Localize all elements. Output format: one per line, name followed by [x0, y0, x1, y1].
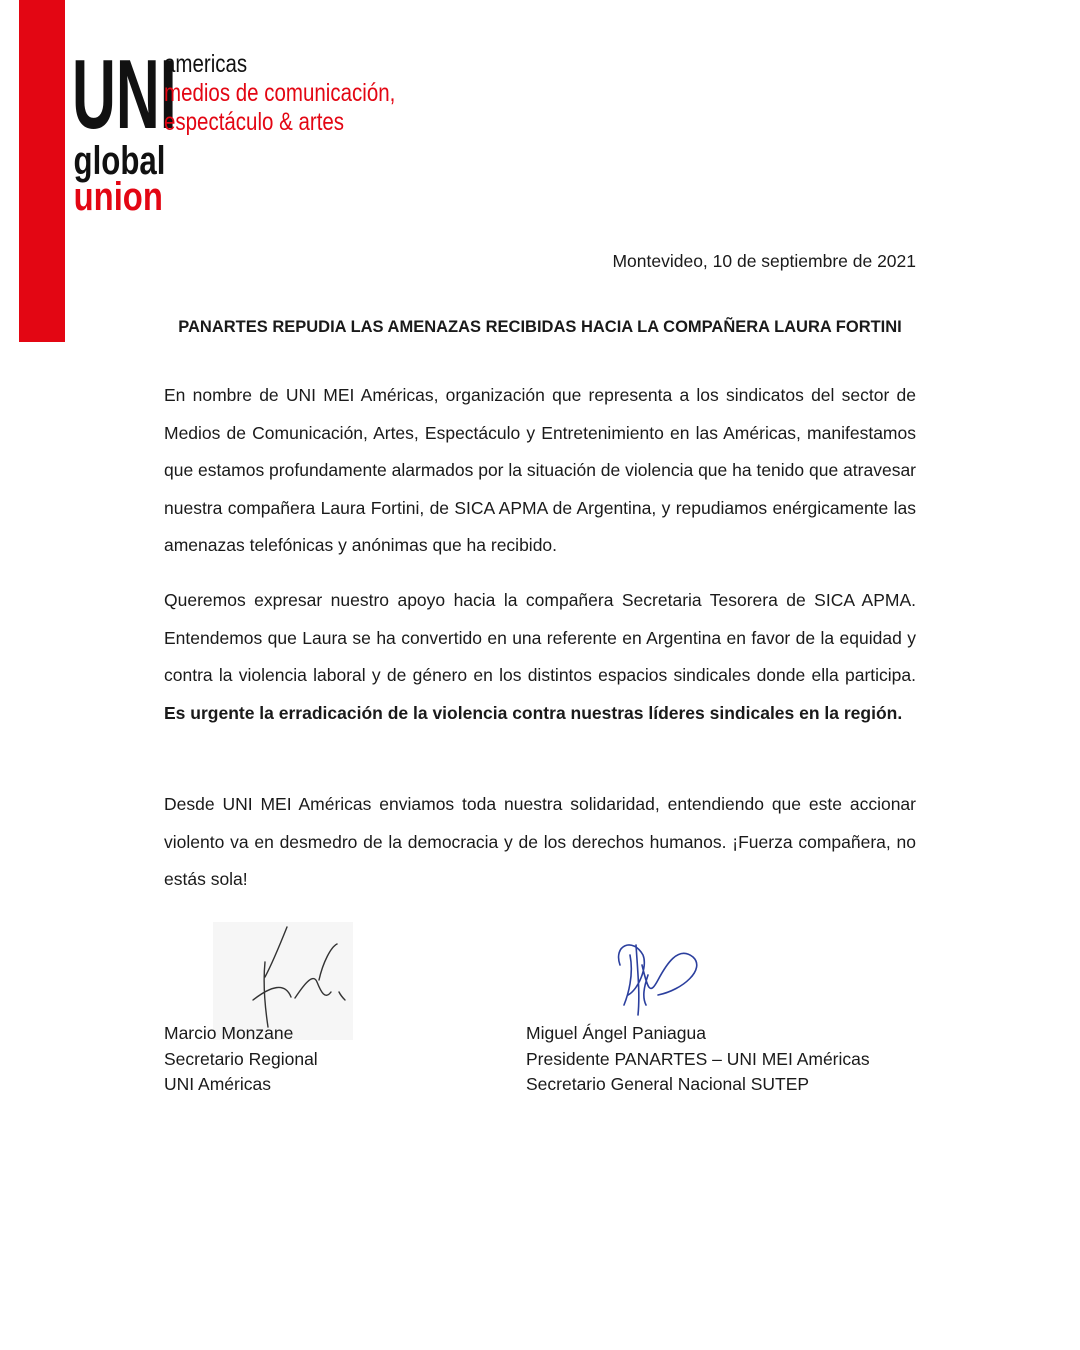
logo-mark-text: UNI	[72, 40, 177, 150]
signatory-name: Miguel Ángel Paniagua	[526, 1023, 706, 1043]
paragraph-2-bold-text: Es urgente la erradicación de la violencia contra nuestras líderes sindicales en la región.	[164, 702, 903, 723]
logo-line-espectaculo: espectáculo & artes	[164, 108, 345, 136]
signatory-1	[164, 1021, 318, 1098]
signatory-org: UNI Américas	[164, 1074, 271, 1094]
letter-date: Montevideo, 10 de septiembre de 2021	[612, 251, 916, 271]
signatory-role: Secretario Regional	[164, 1048, 318, 1069]
letter-paragraph-3: Desde UNI MEI Américas enviamos toda nuestra solidaridad, entendiendo que este accionar violento va en desmedro de la democracia y de los derechos humanos. ¡Fuerza compañera, no estás sola!	[164, 794, 916, 890]
letter-paragraph-2	[164, 582, 916, 732]
uni-global-union-logo	[72, 40, 412, 219]
signatory-name: Marcio Monzane	[164, 1023, 294, 1043]
logo-line-americas: americas	[164, 50, 248, 78]
paragraph-2-text: Queremos expresar nuestro apoyo hacia la compañera Secretaria Tesorera de SICA APMA. Entendemos que Laura se ha convertido en una referente en Argentina en favor de la equidad y contra la violencia laboral y de género en los distintos espacios sindicales donde ella participa.	[164, 590, 916, 686]
logo-union-text: union	[73, 173, 163, 219]
letter-paragraph-1: En nombre de UNI MEI Américas, organización que representa a los sindicatos del sector de Medios de Comunicación, Artes, Espectáculo y Entretenimiento en las Américas, manifestamos que estamos profundamente alarmados por la situación de violencia que ha tenido que atravesar nuestra compañera Laura Fortini, de SICA APMA de Argentina, y repudiamos enérgicamente las amenazas telefónicas y anónimas que ha recibido.	[164, 385, 917, 556]
logo-global-text: global	[73, 138, 166, 183]
signatory-org: Secretario General Nacional SUTEP	[526, 1074, 810, 1094]
signatory-role: Presidente PANARTES – UNI MEI Américas	[526, 1048, 870, 1069]
logo-line-medios: medios de comunicación,	[164, 79, 396, 107]
brand-red-bar	[19, 0, 65, 342]
signatory-2	[526, 1021, 870, 1098]
uni-logo-mark	[72, 40, 177, 219]
signature-miguel-angel-paniagua	[598, 935, 708, 1025]
letter-title: PANARTES REPUDIA LAS AMENAZAS RECIBIDAS HACIA LA COMPAÑERA LAURA FORTINI	[178, 318, 902, 336]
